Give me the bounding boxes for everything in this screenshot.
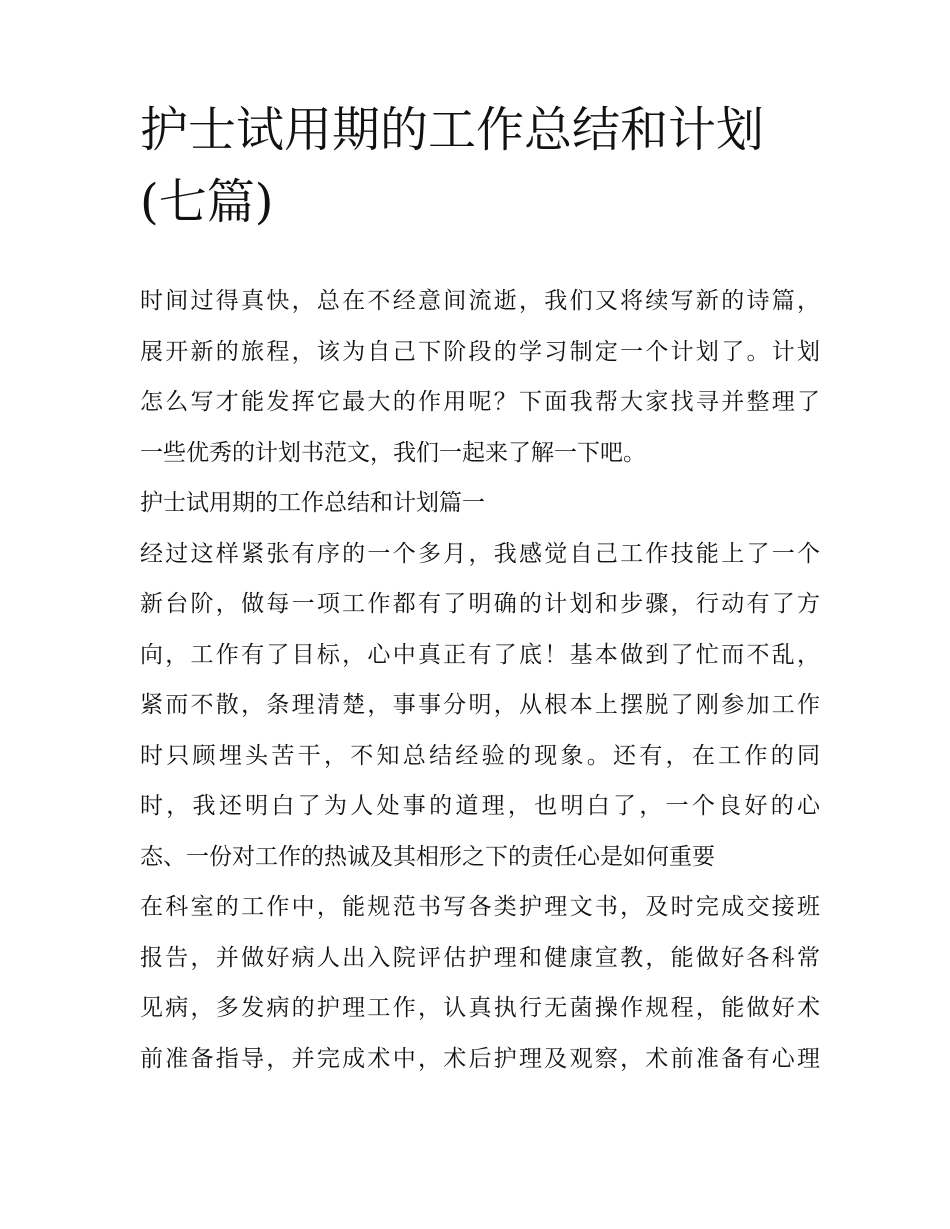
paragraph-line: 报告，并做好病人出入院评估护理和健康宣教，能做好各科常 <box>140 944 820 971</box>
paragraph-line: 紧而不散，条理清楚，事事分明，从根本上摆脱了刚参加工作 <box>140 692 820 718</box>
title-line: (七篇) <box>140 174 274 230</box>
intro-line: 时间过得真快，总在不经意间流逝，我们又将续写新的诗篇， <box>140 288 820 314</box>
section-heading: 护士试用期的工作总结和计划篇一 <box>140 490 485 516</box>
paragraph-line: 前准备指导，并完成术中，术后护理及观察，术前准备有心理 <box>140 1045 820 1072</box>
paragraph-line: 在科室的工作中，能规范书写各类护理文书，及时完成交接班 <box>140 894 820 920</box>
document-body <box>140 283 820 1091</box>
intro-line: 一些优秀的计划书范文，我们一起来了解一下吧。 <box>140 439 646 466</box>
intro-line: 展开新的旅程，该为自己下阶段的学习制定一个计划了。计划 <box>140 338 820 365</box>
paragraph-line: 向，工作有了目标，心中真正有了底！基本做到了忙而不乱， <box>140 641 820 668</box>
title-line: 护士试用期的工作总结和计划 <box>140 102 765 158</box>
paragraph-line: 态、一份对工作的热诚及其相形之下的责任心是如何重要 <box>140 843 715 870</box>
paragraph-line: 见病，多发病的护理工作，认真执行无菌操作规程，能做好术 <box>140 995 820 1021</box>
paragraph-line: 经过这样紧张有序的一个多月，我感觉自己工作技能上了一个 <box>140 540 820 567</box>
document-title <box>140 102 820 256</box>
paragraph-line: 时，我还明白了为人处事的道理，也明白了，一个良好的心 <box>140 793 820 819</box>
intro-line: 怎么写才能发挥它最大的作用呢？下面我帮大家找寻并整理了 <box>140 389 820 415</box>
paragraph-line: 新台阶，做每一项工作都有了明确的计划和步骤，行动有了方 <box>140 591 820 617</box>
paragraph-line: 时只顾埋头苦干，不知总结经验的现象。还有，在工作的同 <box>140 742 820 769</box>
